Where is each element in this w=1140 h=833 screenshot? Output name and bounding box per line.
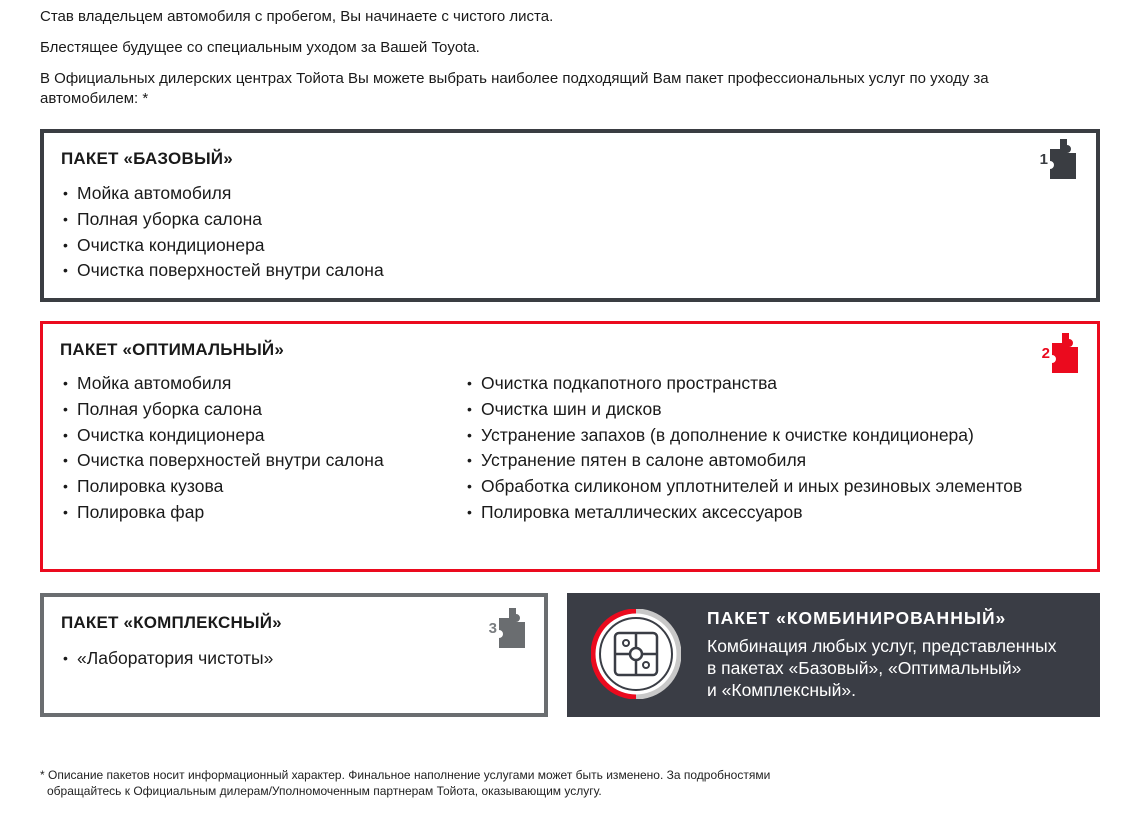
package-combined-title: ПАКЕТ «КОМБИНИРОВАННЫЙ»	[707, 608, 1007, 628]
package-combined-description	[707, 635, 1087, 701]
package-optimal-list-right	[465, 371, 1022, 526]
footnote	[40, 767, 770, 799]
list-item: • Очистка кондиционера	[61, 423, 384, 449]
puzzle-piece-icon	[1052, 333, 1082, 373]
list-item: • Мойка автомобиля	[61, 371, 384, 397]
description-line: и «Комплексный».	[707, 680, 856, 700]
package-optimal-list-left	[61, 371, 384, 526]
list-item: • Очистка кондиционера	[61, 233, 384, 259]
intro-paragraph-2: Блестящее будущее со специальным уходом за Вашей Toyota.	[40, 39, 480, 56]
list-item: • Полная уборка салона	[61, 397, 384, 423]
package-basic-badge	[1040, 139, 1080, 179]
list-item: • Очистка подкапотного пространства	[465, 371, 1022, 397]
package-basic-list	[61, 181, 384, 284]
package-number: 3	[488, 619, 497, 637]
package-optimal-card	[40, 321, 1100, 572]
description-line: в пакетах «Базовый», «Оптимальный»	[707, 658, 1022, 678]
puzzle-piece-icon	[1050, 139, 1080, 179]
package-number: 2	[1041, 344, 1050, 362]
list-item: • Полная уборка салона	[61, 207, 384, 233]
footnote-line: * Описание пакетов носит информационный характер. Финальное наполнение услугами может быть изменено. За подробностями	[40, 768, 771, 782]
package-combined-card	[567, 593, 1100, 717]
footnote-line: обращайтесь к Официальным дилерам/Уполномоченным партнерам Тойота, оказывающим услугу.	[47, 784, 602, 798]
package-complex-list	[61, 646, 273, 672]
intro-paragraph-3: В Официальных дилерских центрах Тойота Вы можете выбрать наиболее подходящий Вам пакет профессиональных услуг по уходу за автомобилем: *	[40, 70, 989, 107]
list-item: • Полировка фар	[61, 500, 384, 526]
package-complex-badge	[489, 608, 529, 648]
list-item: • Очистка шин и дисков	[465, 397, 1022, 423]
list-item: • «Лаборатория чистоты»	[61, 646, 273, 672]
list-item: • Устранение запахов (в дополнение к очистке кондиционера)	[465, 423, 1022, 449]
package-complex-title: ПАКЕТ «КОМПЛЕКСНЫЙ»	[61, 613, 282, 632]
puzzle-piece-icon	[499, 608, 529, 648]
list-item: • Обработка силиконом уплотнителей и иных резиновых элементов	[465, 474, 1022, 500]
list-item: • Очистка поверхностей внутри салона	[61, 448, 384, 474]
package-optimal-title: ПАКЕТ «ОПТИМАЛЬНЫЙ»	[60, 340, 285, 359]
description-line: Комбинация любых услуг, представленных	[707, 636, 1057, 656]
package-optimal-badge	[1042, 333, 1082, 373]
package-complex-card	[40, 593, 548, 717]
list-item: • Полировка металлических аксессуаров	[465, 500, 1022, 526]
intro-paragraph-1: Став владельцем автомобиля с пробегом, Вы начинаете с чистого листа.	[40, 8, 554, 25]
list-item: • Очистка поверхностей внутри салона	[61, 258, 384, 284]
list-item: • Устранение пятен в салоне автомобиля	[465, 448, 1022, 474]
package-basic-title: ПАКЕТ «БАЗОВЫЙ»	[61, 149, 233, 168]
list-item: • Полировка кузова	[61, 474, 384, 500]
list-item: • Мойка автомобиля	[61, 181, 384, 207]
puzzle-circle-icon	[591, 609, 681, 699]
package-basic-card	[40, 129, 1100, 302]
package-number: 1	[1039, 150, 1048, 168]
